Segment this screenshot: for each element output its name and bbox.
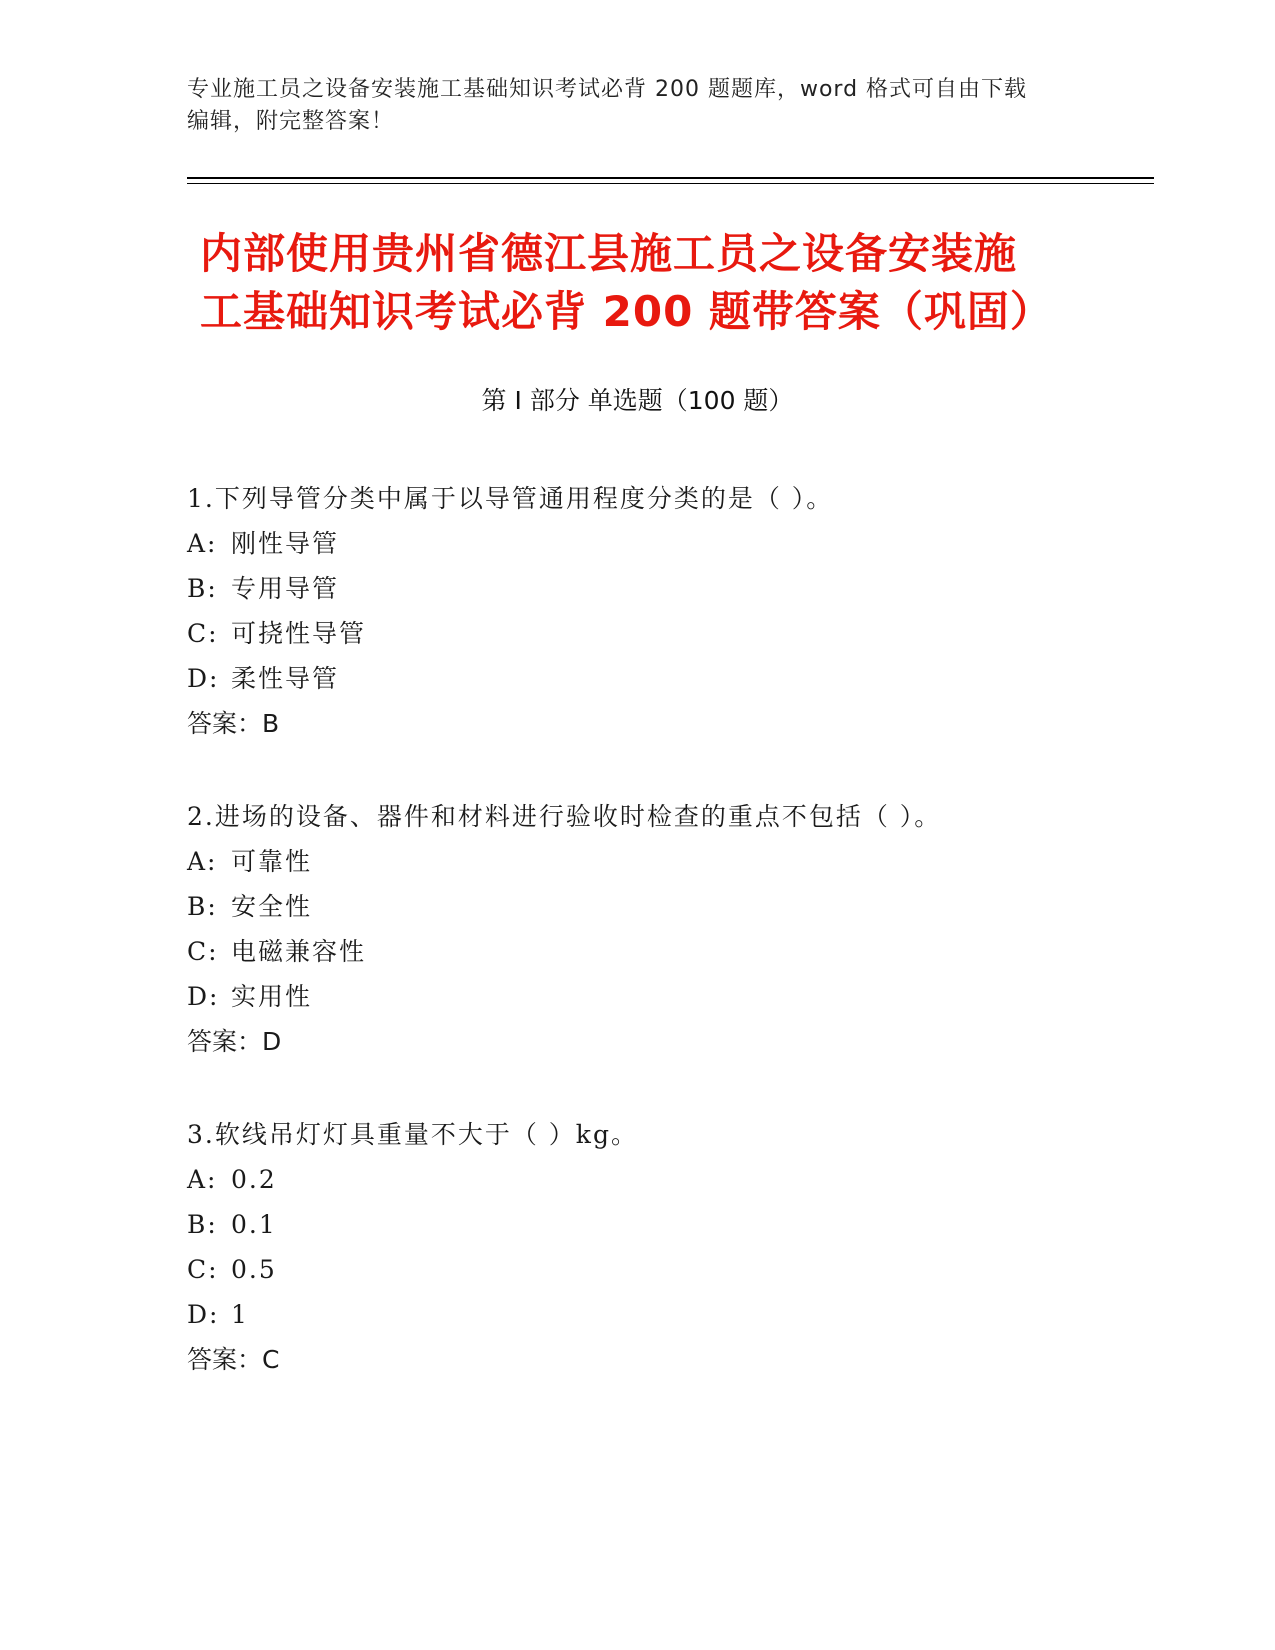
option-b	[187, 566, 1137, 611]
option-c	[187, 1247, 1137, 1292]
option-key: A:	[187, 529, 218, 558]
option-text: 电磁兼容性	[231, 937, 367, 966]
option-text: 专用导管	[231, 574, 340, 603]
question-stem: 1.下列导管分类中属于以导管通用程度分类的是（ ）。	[187, 484, 834, 513]
document-title	[200, 225, 1100, 341]
question-stem: 2.进场的设备、器件和材料进行验收时检查的重点不包括（ ）。	[187, 802, 942, 831]
header-note	[187, 74, 1087, 138]
option-d	[187, 974, 1137, 1019]
question-list	[187, 476, 1137, 1430]
header-divider-thick	[187, 177, 1154, 179]
option-key: B:	[187, 574, 218, 603]
option-text: 安全性	[231, 892, 313, 921]
answer-line: 答案：B	[187, 709, 280, 738]
document-title-line-2: 工基础知识考试必背 200 题带答案（巩固）	[200, 287, 1053, 336]
option-text: 0.1	[231, 1210, 277, 1239]
question-stem: 3.软线吊灯灯具重量不大于（ ）kg。	[187, 1120, 638, 1149]
option-text: 1	[231, 1300, 249, 1329]
option-key: C:	[187, 1255, 219, 1284]
question-item	[187, 1112, 1137, 1430]
option-b	[187, 884, 1137, 929]
option-text: 可靠性	[231, 847, 313, 876]
document-title-line-1: 内部使用贵州省德江县施工员之设备安装施	[200, 229, 1018, 278]
answer-line: 答案：C	[187, 1345, 280, 1374]
header-note-line-2: 编辑，附完整答案！	[187, 109, 395, 134]
option-text: 刚性导管	[231, 529, 340, 558]
option-key: B:	[187, 892, 218, 921]
option-key: C:	[187, 619, 219, 648]
option-key: D:	[187, 982, 220, 1011]
option-key: C:	[187, 937, 219, 966]
option-text: 0.2	[231, 1165, 277, 1194]
answer-line: 答案：D	[187, 1027, 282, 1056]
option-b	[187, 1202, 1137, 1247]
option-text: 可挠性导管	[231, 619, 367, 648]
option-text: 柔性导管	[231, 664, 340, 693]
option-c	[187, 929, 1137, 974]
option-key: B:	[187, 1210, 218, 1239]
option-c	[187, 611, 1137, 656]
option-key: A:	[187, 1165, 218, 1194]
option-a	[187, 1157, 1137, 1202]
option-a	[187, 521, 1137, 566]
option-key: A:	[187, 847, 218, 876]
option-key: D:	[187, 1300, 220, 1329]
question-item	[187, 794, 1137, 1112]
option-a	[187, 839, 1137, 884]
question-item	[187, 476, 1137, 794]
option-d	[187, 656, 1137, 701]
header-note-line-1: 专业施工员之设备安装施工基础知识考试必背 200 题题库，word 格式可自由下载	[187, 77, 1028, 102]
option-text: 0.5	[231, 1255, 277, 1284]
option-key: D:	[187, 664, 220, 693]
section-title: 第 I 部分 单选题（100 题）	[481, 386, 794, 415]
option-d	[187, 1292, 1137, 1337]
header-divider-thin	[187, 183, 1154, 184]
option-text: 实用性	[231, 982, 313, 1011]
